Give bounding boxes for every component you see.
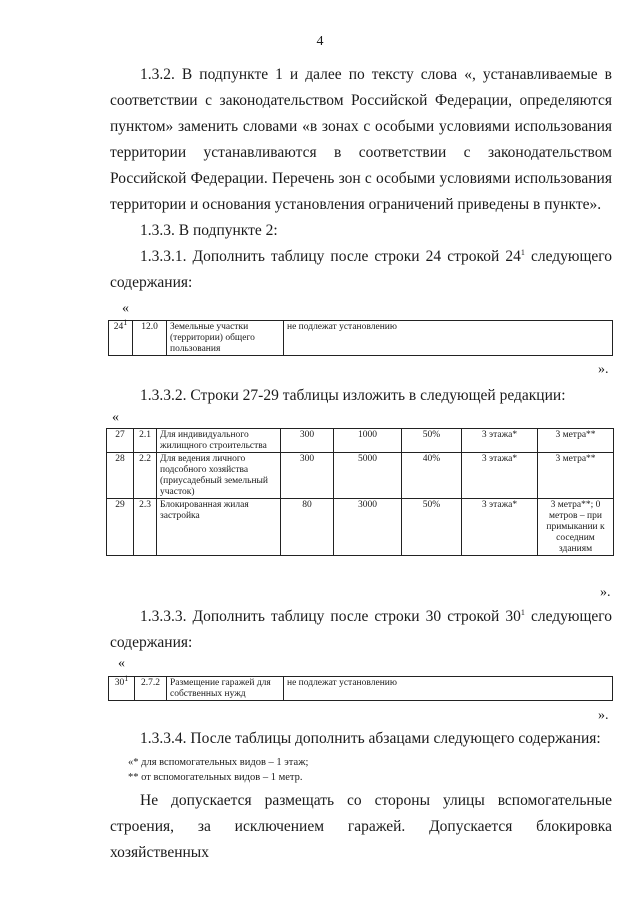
table-cell-max-area: 5000 bbox=[334, 453, 402, 499]
table-cell-name: Земельные участки (территории) общего пользования bbox=[167, 321, 284, 356]
quote-open: « bbox=[112, 410, 119, 425]
table-cell-setback: 3 метра**; 0 метров – при примыкании к соседним зданиям bbox=[538, 499, 614, 556]
table-row bbox=[109, 677, 613, 701]
table-cell-value: не подлежат установлению bbox=[284, 677, 613, 701]
table-cell-name: Для индивидуального жилищного строительства bbox=[157, 429, 281, 453]
table-cell-code: 2.2 bbox=[134, 453, 157, 499]
quote-open: « bbox=[118, 656, 125, 671]
table-cell-value: не подлежат установлению bbox=[284, 321, 613, 356]
paragraph-1-3-3-2: 1.3.3.2. Строки 27-29 таблицы изложить в следующей редакции: bbox=[140, 387, 566, 404]
table-cell-name: Блокированная жилая застройка bbox=[157, 499, 281, 556]
table-rows-27-29 bbox=[106, 428, 614, 556]
paragraph-1-3-3-1 bbox=[110, 244, 612, 296]
paragraph-1-3-2: 1.3.2. В подпункте 1 и далее по тексту слова «, устанавливаемые в соответствии с законодательством Российской Федерации, определяются пунктом» заменить словами «в зонах с особыми условиями использования территории устанавливаются в соответствии с законодательством Российской Федерации. Перечень зон с особыми условиями использования территории и основания установления ограничений приведены в пункте». bbox=[110, 66, 612, 213]
paragraph-text: следующего содержания: bbox=[110, 248, 612, 291]
table-cell-num: $24^1$ bbox=[109, 321, 133, 356]
paragraph-text: 1.3.3.1. Дополнить таблицу после строки 24 строкой 24 bbox=[140, 248, 521, 265]
paragraph-text: 1.3.3.3. Дополнить таблицу после строки 30 строкой 30 bbox=[140, 608, 521, 625]
table-cell-percent: 50% bbox=[402, 499, 462, 556]
table-cell-num: $30^1$ bbox=[109, 677, 135, 701]
table-cell-setback: 3 метра** bbox=[538, 453, 614, 499]
table-cell-setback: 3 метра** bbox=[538, 429, 614, 453]
table-row bbox=[107, 499, 614, 556]
table-row-30-1 bbox=[108, 673, 613, 701]
table-cell-floors: 3 этажа* bbox=[462, 453, 538, 499]
table-cell-min-area: 300 bbox=[281, 453, 334, 499]
footnote-line-1: «* для вспомогательных видов – 1 этаж; bbox=[128, 757, 309, 768]
table-cell-percent: 40% bbox=[402, 453, 462, 499]
table-cell-min-area: 300 bbox=[281, 429, 334, 453]
table-cell-num: 28 bbox=[107, 453, 134, 499]
table-cell-code: 12.0 bbox=[133, 321, 167, 356]
table-cell-code: 2.3 bbox=[134, 499, 157, 556]
paragraph-1-3-3-4: 1.3.3.4. После таблицы дополнить абзацами следующего содержания: bbox=[140, 730, 601, 747]
table-cell-floors: 3 этажа* bbox=[462, 499, 538, 556]
table-cell-max-area: 3000 bbox=[334, 499, 402, 556]
footnote-line-2: ** от вспомогательных видов – 1 метр. bbox=[128, 772, 303, 783]
paragraph-text: следующего содержания: bbox=[110, 608, 612, 651]
table-row bbox=[109, 321, 613, 356]
quote-close: ». bbox=[598, 708, 609, 723]
table-row bbox=[107, 453, 614, 499]
quote-close: ». bbox=[600, 585, 611, 600]
table-cell-code: 2.1 bbox=[134, 429, 157, 453]
quote-close: ». bbox=[598, 362, 609, 377]
table-cell-percent: 50% bbox=[402, 429, 462, 453]
table-cell-name: Для ведения личного подсобного хозяйства (приусадебный земельный участок) bbox=[157, 453, 281, 499]
table-cell-code: 2.7.2 bbox=[135, 677, 167, 701]
paragraph-final: Не допускается размещать со стороны улицы вспомогательные строения, за исключением гаражей. Допускается блокировка хозяйственных bbox=[110, 792, 612, 861]
table-body bbox=[107, 429, 614, 556]
table-cell-num: 29 bbox=[107, 499, 134, 556]
table-cell-min-area: 80 bbox=[281, 499, 334, 556]
table-cell-floors: 3 этажа* bbox=[462, 429, 538, 453]
page-number: 4 bbox=[316, 34, 324, 49]
superscript: 1 bbox=[520, 247, 525, 257]
quote-open: « bbox=[122, 301, 129, 316]
table-cell-name: Размещение гаражей для собственных нужд bbox=[167, 677, 284, 701]
paragraph-1-3-3-3 bbox=[110, 604, 612, 656]
table-cell-num: 27 bbox=[107, 429, 134, 453]
table-row bbox=[107, 429, 614, 453]
table-cell-max-area: 1000 bbox=[334, 429, 402, 453]
table-row-24-1 bbox=[108, 317, 613, 356]
paragraph-1-3-3: 1.3.3. В подпункте 2: bbox=[140, 222, 278, 239]
superscript: 1 bbox=[520, 607, 525, 617]
